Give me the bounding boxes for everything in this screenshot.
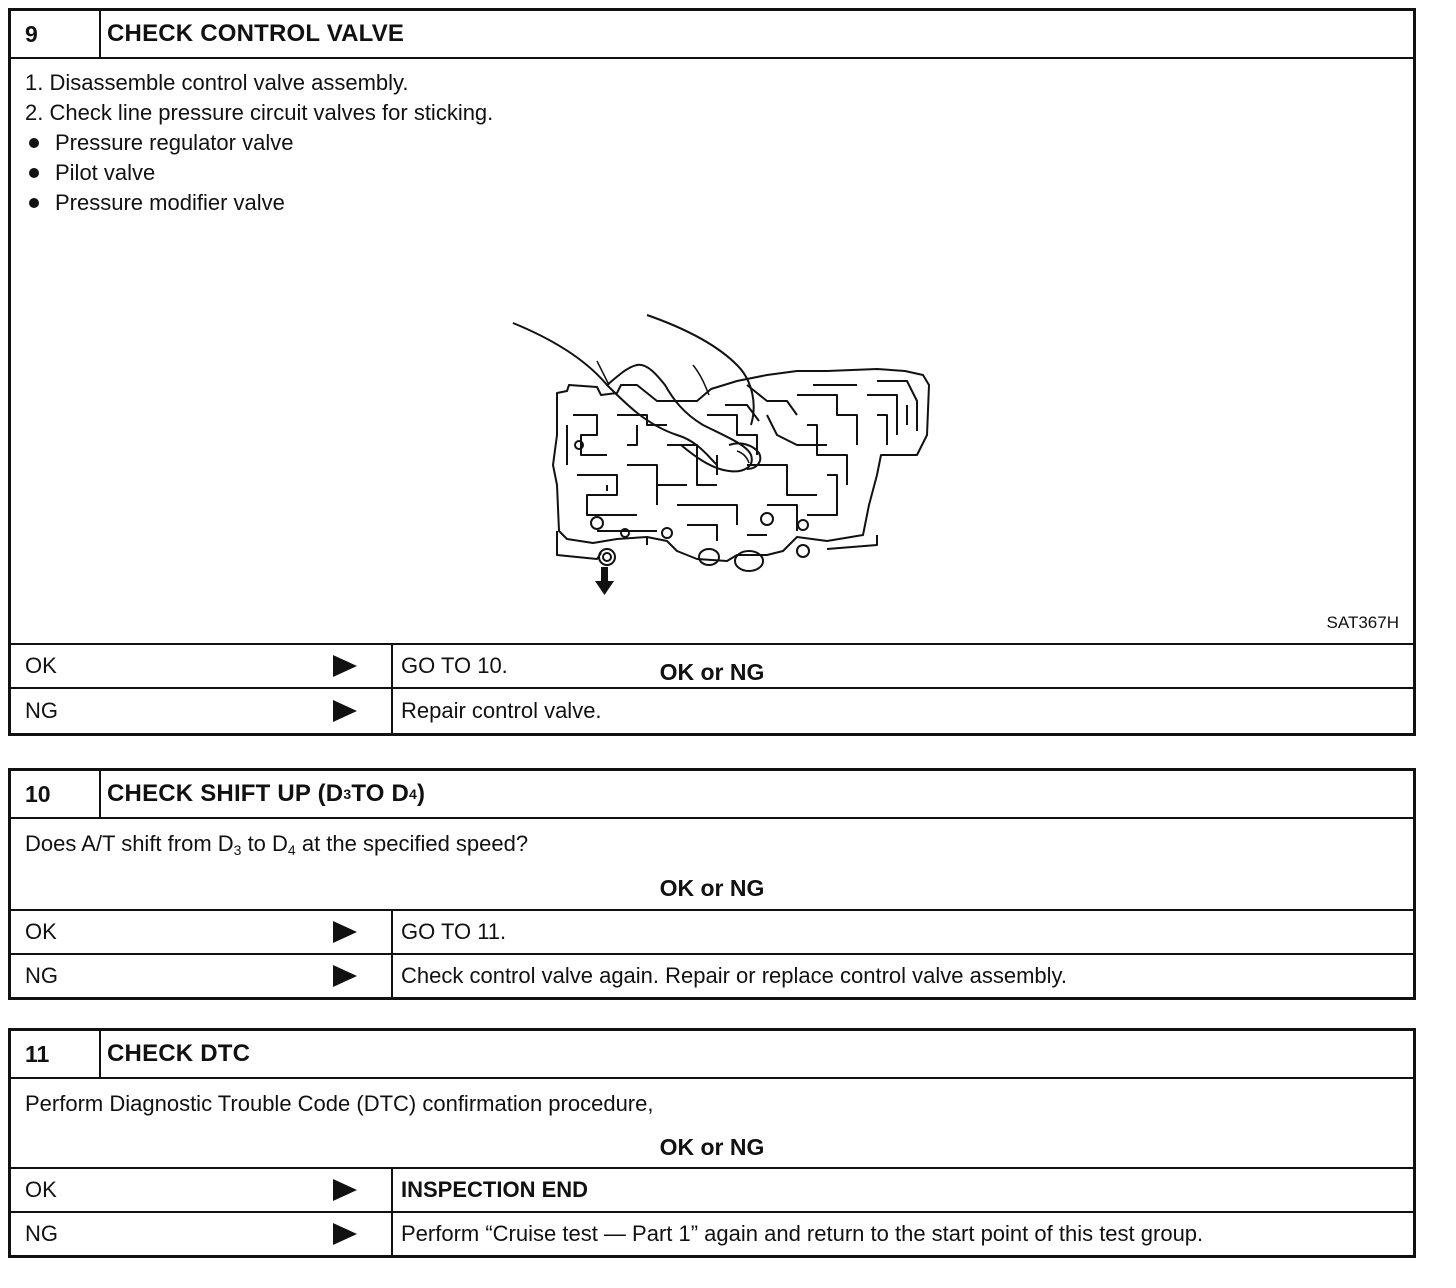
- step-instruction: Perform Diagnostic Trouble Code (DTC) confirmation procedure,: [25, 1091, 654, 1116]
- ok-ng-label: OK or NG: [659, 659, 765, 685]
- step-10-body: [11, 819, 1413, 911]
- result-action: Check control valve again. Repair or replace control valve assembly.: [401, 963, 1068, 988]
- result-action: Repair control valve.: [401, 698, 602, 723]
- step-10-box: [8, 768, 1416, 1000]
- step-11-header: [11, 1031, 1413, 1079]
- arrow-right-icon: [333, 655, 357, 677]
- result-action: INSPECTION END: [401, 1177, 589, 1202]
- bullet-item: Pressure modifier valve: [25, 188, 1413, 218]
- result-label: OK: [11, 645, 393, 687]
- result-action: GO TO 10.: [401, 653, 508, 678]
- result-action: GO TO 11.: [401, 919, 507, 944]
- arrow-right-icon: [333, 965, 357, 987]
- ok-ng-label: OK or NG: [659, 875, 765, 901]
- step-number: 11: [11, 1031, 101, 1077]
- result-label: OK: [11, 911, 393, 953]
- result-action: Perform “Cruise test — Part 1” again and return to the start point of this test group.: [401, 1221, 1204, 1246]
- ng-row: [11, 687, 1413, 733]
- bullet-item: Pilot valve: [25, 158, 1413, 188]
- step-question: Does A/T shift from $D_3$ to $D_4$ at the specified speed?: [25, 831, 529, 858]
- figure-code: SAT367H: [1326, 613, 1399, 632]
- step-item: 1. Disassemble control valve assembly.: [25, 70, 409, 95]
- ok-row: [11, 911, 1413, 953]
- result-label: NG: [11, 955, 393, 997]
- ok-row: [11, 1169, 1413, 1211]
- step-title: CHECK DTC: [107, 1040, 251, 1067]
- bullet-item: Pressure regulator valve: [25, 128, 1413, 158]
- step-list: [11, 59, 1413, 218]
- step-11-box: [8, 1028, 1416, 1258]
- step-9-header: [11, 11, 1413, 59]
- step-title: CHECK SHIFT UP (D 3 TO D 4 ): [107, 780, 426, 807]
- ng-row: [11, 953, 1413, 997]
- result-label: NG: [11, 689, 393, 733]
- result-label: NG: [11, 1213, 393, 1255]
- arrow-right-icon: [333, 1223, 357, 1245]
- bullet-icon: [29, 138, 39, 148]
- result-label: OK: [11, 1169, 393, 1211]
- ok-ng-label: OK or NG: [659, 1134, 765, 1160]
- step-item: 2. Check line pressure circuit valves for sticking.: [25, 100, 494, 125]
- step-title: CHECK CONTROL VALVE: [107, 20, 405, 47]
- arrow-right-icon: [333, 700, 357, 722]
- arrow-right-icon: [333, 921, 357, 943]
- step-9-box: [8, 8, 1416, 736]
- ng-row: [11, 1211, 1413, 1255]
- step-number: 9: [11, 11, 101, 57]
- step-11-body: [11, 1079, 1413, 1169]
- bullet-icon: [29, 198, 39, 208]
- bullet-icon: [29, 168, 39, 178]
- control-valve-illustration: [497, 305, 937, 595]
- arrow-right-icon: [333, 1179, 357, 1201]
- step-10-header: [11, 771, 1413, 819]
- step-number: 10: [11, 771, 101, 817]
